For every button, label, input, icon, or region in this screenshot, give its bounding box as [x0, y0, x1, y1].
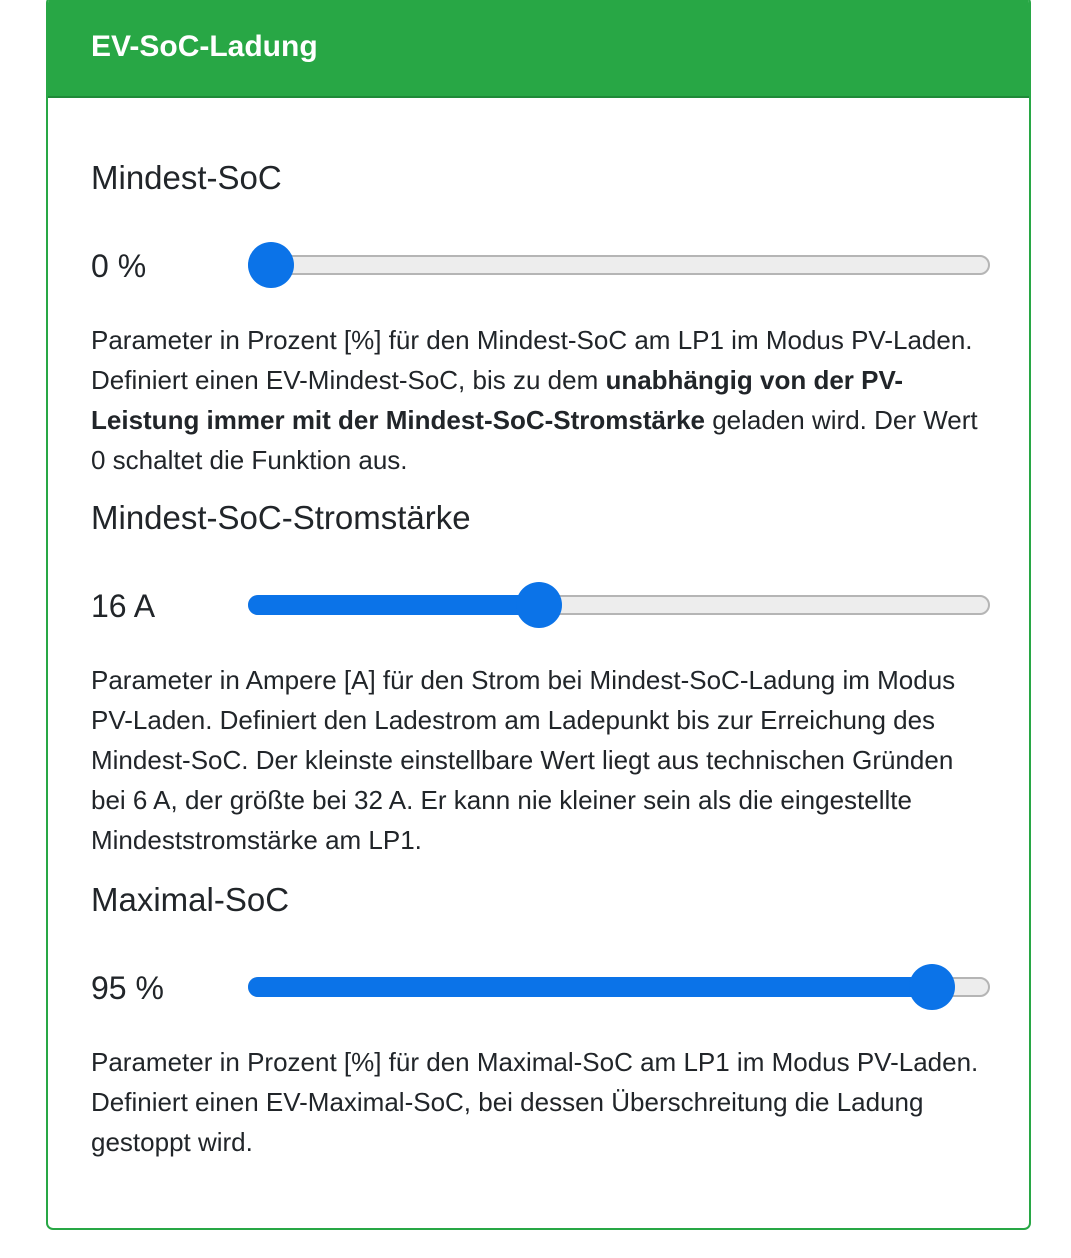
section-description: Parameter in Prozent [%] für den Maximal-SoC am LP1 im Modus PV-Laden. Definiert einen EV-Maximal-SoC, bei dessen Überschreitung die Ladung gestoppt wird.	[91, 1047, 979, 1157]
section-description: Parameter in Ampere [A] für den Strom bei Mindest-SoC-Ladung im Modus PV-Laden. Definiert den Ladestrom am Ladepunkt bis zur Erreichung des Mindest-SoC. Der kleinste einstellbare Wert liegt aus technischen Gründen bei 6 A, der größte bei 32 A. Er kann nie kleiner sein als die eingestellte Mindeststromstärke am LP1.	[91, 665, 956, 855]
section-maximal-soc	[91, 880, 991, 1162]
slider-thumb[interactable]	[248, 242, 294, 288]
slider-fill	[248, 977, 932, 997]
slider-value-label: 16 A	[91, 588, 156, 624]
slider-fill	[248, 595, 539, 615]
ev-soc-card	[46, 0, 1031, 1230]
slider-row	[91, 578, 991, 638]
section-mindest-soc-stromstaerke	[91, 498, 991, 860]
slider-value-label: 0 %	[91, 248, 147, 284]
slider-value-label: 95 %	[91, 970, 164, 1006]
maximal-soc-slider[interactable]	[248, 977, 990, 999]
slider-row	[91, 960, 991, 1020]
section-description	[91, 320, 991, 480]
slider-row	[91, 238, 991, 298]
slider-thumb[interactable]	[516, 582, 562, 628]
section-mindest-soc	[91, 158, 991, 480]
description-text: Parameter in Prozent [%] für den Mindest-SoC am LP1 im Modus PV-Laden. Definiert einen EV-Mindest-SoC, bis zu dem	[91, 325, 973, 395]
section-title: Mindest-SoC-Stromstärke	[91, 499, 471, 536]
mindest-soc-stromstaerke-slider[interactable]	[248, 595, 990, 617]
card-header: EV-SoC-Ladung	[48, 0, 1029, 98]
slider-track[interactable]	[248, 255, 990, 275]
description-text-end: geladen wird. Der Wert 0 schaltet die Funktion aus.	[91, 405, 978, 475]
section-title: Mindest-SoC	[91, 159, 282, 196]
mindest-soc-slider[interactable]	[248, 255, 990, 277]
slider-thumb[interactable]	[909, 964, 955, 1010]
section-title: Maximal-SoC	[91, 881, 290, 918]
description-bold-text: unabhängig von der PV-Leistung immer mit der Mindest-SoC-Stromstärke	[91, 365, 904, 435]
